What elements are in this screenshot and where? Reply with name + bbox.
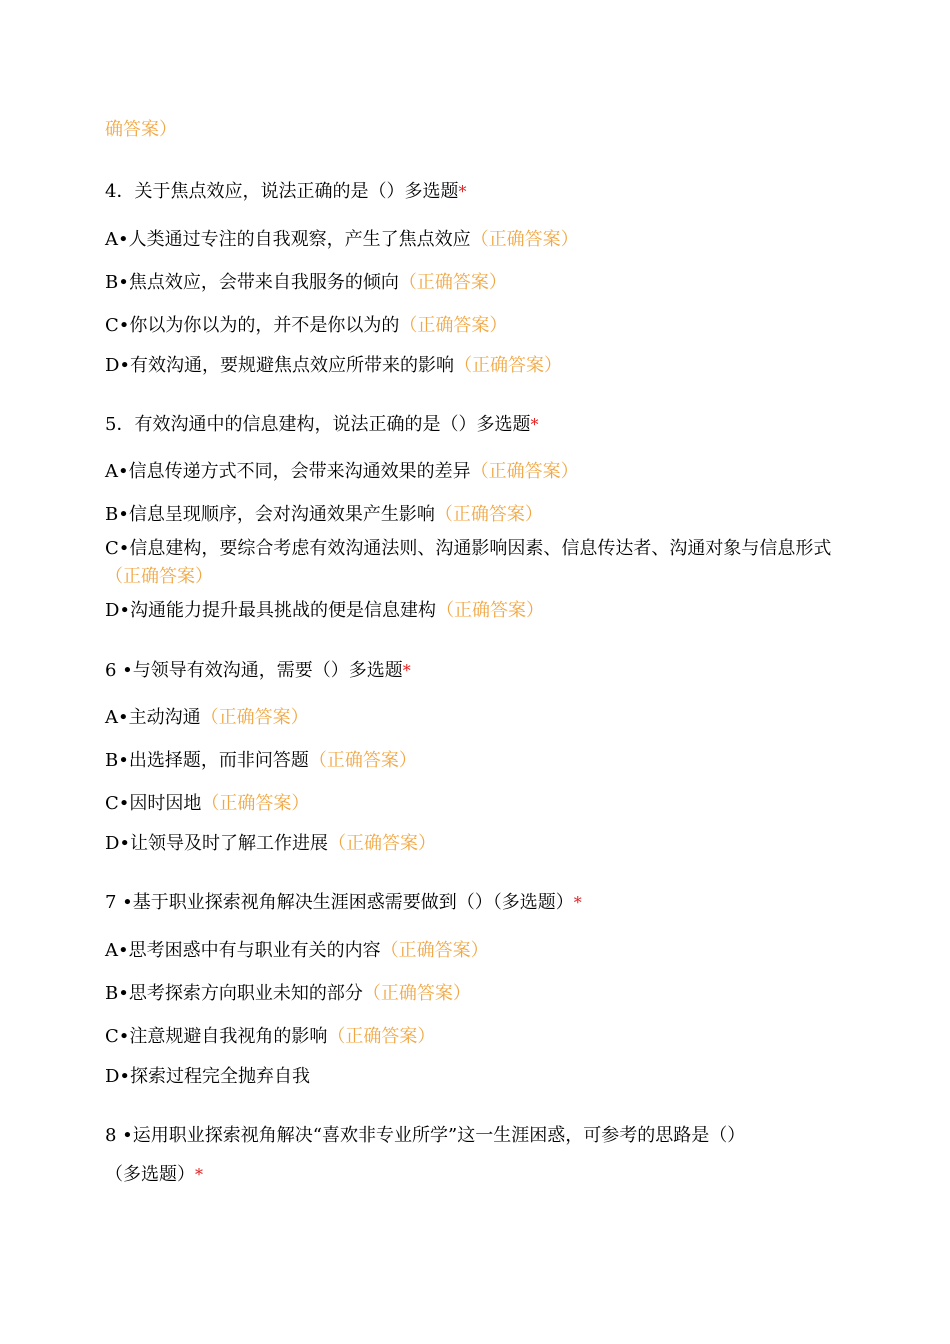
correct-answer-tag: （正确答案） <box>470 229 579 250</box>
question-6-option-c <box>105 790 309 818</box>
question-4-option-c <box>105 312 507 340</box>
correct-answer-tag: （正确答案） <box>362 983 471 1004</box>
option-text: B•焦点效应，会带来自我服务的倾向 <box>105 272 399 293</box>
question-7-option-c <box>105 1023 435 1051</box>
question-7-option-a <box>105 937 489 965</box>
question-5-option-a <box>105 458 579 486</box>
required-star: * <box>458 182 467 201</box>
option-text: C•你以为你以为的，并不是你以为的 <box>105 315 400 336</box>
option-text: D•沟通能力提升最具挑战的便是信息建构 <box>105 600 437 621</box>
option-text: A•主动沟通 <box>105 707 201 728</box>
question-6-option-b <box>105 747 417 775</box>
question-5-option-c <box>105 535 845 591</box>
question-4-option-a <box>105 226 579 254</box>
correct-answer-tag: （正确答案） <box>399 315 508 336</box>
option-text: B•思考探索方向职业未知的部分 <box>105 983 363 1004</box>
required-star: * <box>530 415 539 434</box>
question-5-title <box>105 411 538 439</box>
question-title-text: 6 •与领导有效沟通，需要（）多选题 <box>105 660 403 681</box>
question-5-option-d <box>105 597 544 625</box>
question-4-option-b <box>105 269 507 297</box>
option-text: C•注意规避自我视角的影响 <box>105 1026 328 1047</box>
correct-answer-tag: （正确答案） <box>200 707 309 728</box>
question-7-option-b <box>105 980 471 1008</box>
correct-answer-tag: （正确答案） <box>328 833 437 854</box>
question-8-title <box>105 1122 745 1150</box>
question-8-title-continued <box>105 1161 203 1189</box>
option-text: C•信息建构，要综合考虑有效沟通法则、沟通影响因素、信息传达者、沟通对象与信息形式 <box>105 538 832 559</box>
question-title-text: 5．有效沟通中的信息建构，说法正确的是（）多选题 <box>105 414 531 435</box>
carryover-answer: 确答案） <box>105 119 177 140</box>
correct-answer-tag: （正确答案） <box>398 272 507 293</box>
correct-answer-tag: （正确答案） <box>105 566 213 587</box>
correct-answer-tag: （正确答案） <box>454 355 563 376</box>
correct-answer-tag: （正确答案） <box>436 600 545 621</box>
option-text: C•因时因地 <box>105 793 202 814</box>
required-star: * <box>195 1165 203 1184</box>
correct-answer-tag: （正确答案） <box>434 504 543 525</box>
question-4-option-d <box>105 352 562 380</box>
option-text: A•思考困惑中有与职业有关的内容 <box>105 940 381 961</box>
question-7-option-d <box>105 1063 310 1091</box>
question-6-option-d <box>105 830 436 858</box>
correct-answer-tag: （正确答案） <box>470 461 579 482</box>
required-star: * <box>402 661 411 680</box>
option-text: D•探索过程完全抛弃自我 <box>105 1066 311 1087</box>
option-text: B•信息呈现顺序，会对沟通效果产生影响 <box>105 504 435 525</box>
option-text: D•有效沟通，要规避焦点效应所带来的影响 <box>105 355 455 376</box>
correct-answer-tag: （正确答案） <box>327 1026 436 1047</box>
required-star: * <box>573 893 582 912</box>
correct-answer-tag: （正确答案） <box>380 940 489 961</box>
question-title-text-continued: （多选题） <box>105 1164 195 1185</box>
option-text: A•信息传递方式不同，会带来沟通效果的差异 <box>105 461 471 482</box>
question-title-text: 7 •基于职业探索视角解决生涯困惑需要做到（）（多选题） <box>105 892 574 913</box>
option-text: B•出选择题，而非问答题 <box>105 750 309 771</box>
question-5-option-b <box>105 501 543 529</box>
question-title-text: 4．关于焦点效应，说法正确的是（）多选题 <box>105 181 459 202</box>
correct-answer-tag: （正确答案） <box>308 750 417 771</box>
option-text: D•让领导及时了解工作进展 <box>105 833 329 854</box>
question-title-text: 8 •运用职业探索视角解决“喜欢非专业所学”这一生涯困惑，可参考的思路是（） <box>105 1125 746 1146</box>
question-4-title <box>105 178 466 206</box>
correct-answer-tag: （正确答案） <box>201 793 310 814</box>
question-6-title <box>105 657 411 685</box>
option-text: A•人类通过专注的自我观察，产生了焦点效应 <box>105 229 471 250</box>
question-7-title <box>105 889 582 917</box>
question-6-option-a <box>105 704 309 732</box>
